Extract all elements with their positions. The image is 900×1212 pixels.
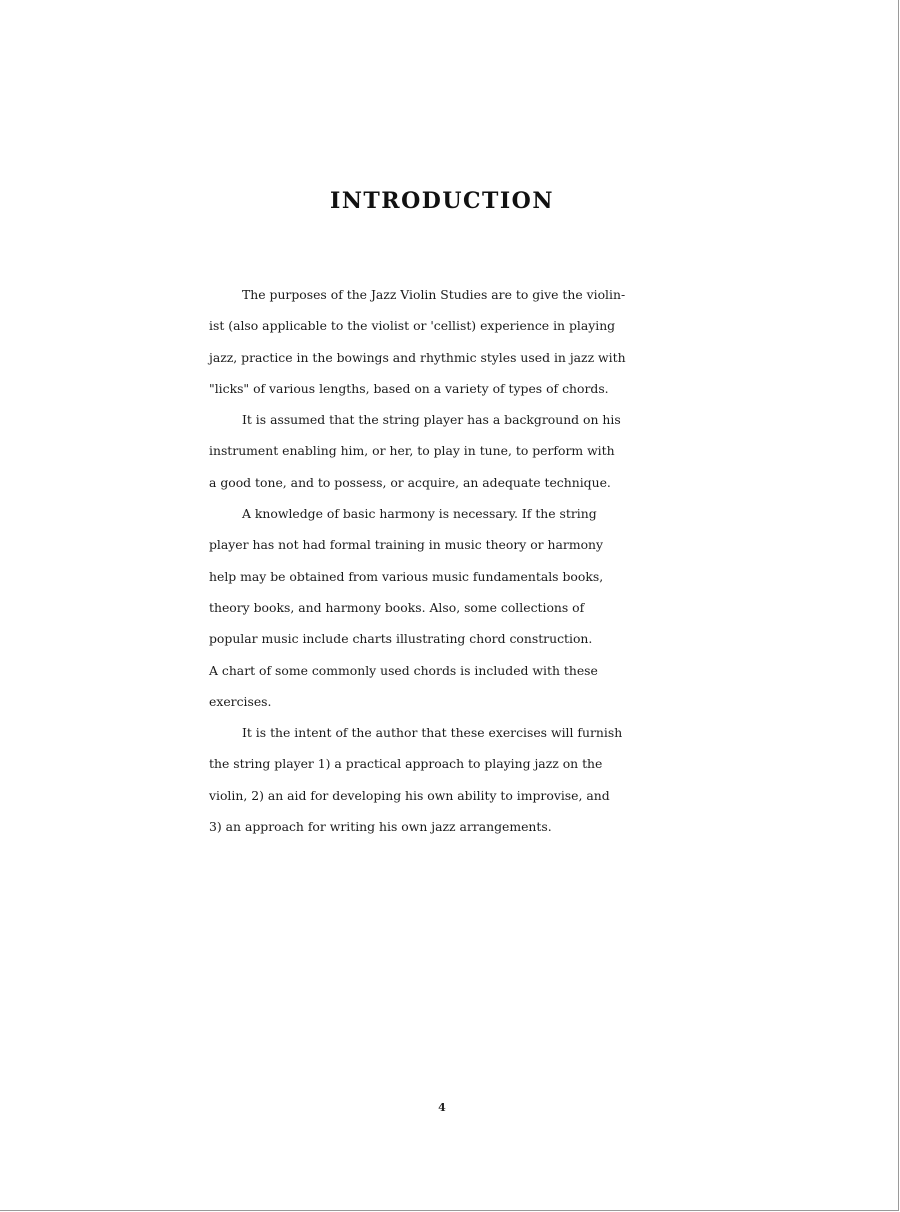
text-line: ist (also applicable to the violist or 'cellist) experience in playing: [209, 318, 616, 334]
introduction-body: [209, 279, 689, 842]
text-line: A knowledge of basic harmony is necessary. If the string: [242, 506, 597, 522]
text-line: violin, 2) an aid for developing his own ability to improvise, and: [209, 787, 610, 803]
paragraph-harmony: [209, 498, 689, 717]
text-line: The purposes of the Jazz Violin Studies are to give the violin-: [242, 287, 626, 302]
paragraph-intent: [209, 717, 689, 842]
text-line: "licks" of various lengths, based on a variety of types of chords.: [209, 380, 609, 396]
text-line: the string player 1) a practical approach to playing jazz on the: [209, 756, 603, 772]
text-line: A chart of some commonly used chords is included with these: [209, 662, 598, 678]
paragraph-assumptions: [209, 404, 689, 498]
text-line: jazz, practice in the bowings and rhythmic styles used in jazz with: [209, 349, 626, 365]
page-number: 4: [438, 1101, 446, 1114]
text-line: 3) an approach for writing his own jazz arrangements.: [209, 819, 552, 835]
text-line: popular music include charts illustrating chord construction.: [209, 631, 593, 647]
text-line: instrument enabling him, or her, to play in tune, to perform with: [209, 443, 615, 459]
text-line: It is assumed that the string player has a background on his: [242, 412, 621, 428]
paragraph-purposes: [209, 279, 689, 404]
text-line: exercises.: [209, 693, 272, 709]
text-line: player has not had formal training in music theory or harmony: [209, 537, 604, 553]
text-line: theory books, and harmony books. Also, some collections of: [209, 599, 585, 615]
text-line: help may be obtained from various music fundamentals books,: [209, 568, 604, 584]
page-title: INTRODUCTION: [330, 188, 554, 214]
text-line: a good tone, and to possess, or acquire, an adequate technique.: [209, 474, 611, 490]
text-line: It is the intent of the author that these exercises will furnish: [242, 725, 623, 741]
